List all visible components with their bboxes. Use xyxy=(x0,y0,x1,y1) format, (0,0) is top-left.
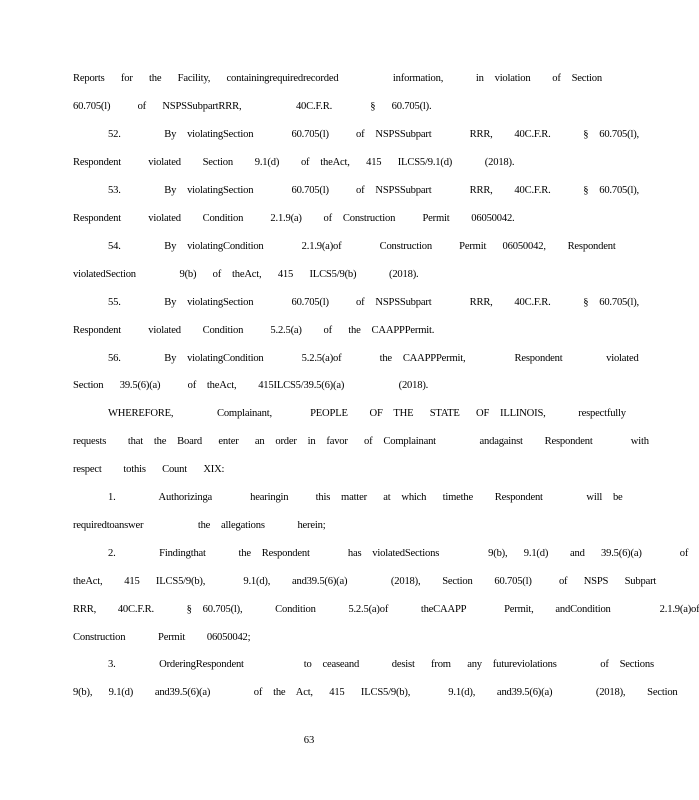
text-line-4: Respondent violated Section 9.1(d) of theAct, 415 ILCS5/9.1(d) (2018). xyxy=(73,157,515,168)
text-line-3: 52. By violatingSection 60.705(l) of NSPSSubpart RRR, 40C.F.R. § 60.705(l), xyxy=(108,129,640,140)
text-line-17: requiredtoanswer the allegations herein; xyxy=(73,520,326,531)
text-line-12: Section 39.5(6)(a) of theAct, 415ILCS5/39.5(6)(a) (2018). xyxy=(73,380,429,391)
text-line-1: Reports for the Facility, containingrequiredrecorded information, in violation of Section xyxy=(73,73,602,84)
text-line-11: 56. By violatingCondition 5.2.5(a)of the CAAPPPermit, Respondent violated xyxy=(108,353,639,364)
text-line-22: 3. OrderingRespondent to ceaseand desist from any futureviolations of Sections xyxy=(108,659,654,670)
text-line-7: 54. By violatingCondition 2.1.9(a)of Construction Permit 06050042, Respondent xyxy=(108,241,616,252)
text-line-6: Respondent violated Condition 2.1.9(a) of Construction Permit 06050042. xyxy=(73,213,515,224)
text-line-9: 55. By violatingSection 60.705(l) of NSPSSubpart RRR, 40C.F.R. § 60.705(l), xyxy=(108,297,640,308)
text-line-10: Respondent violated Condition 5.2.5(a) of the CAAPPPermit. xyxy=(73,325,435,336)
text-line-15: respect tothis Count XIX: xyxy=(73,464,225,475)
page-number: 63 xyxy=(303,735,315,746)
text-line-16: 1. Authorizinga hearingin this matter at which timethe Respondent will be xyxy=(108,492,623,503)
text-line-23: 9(b), 9.1(d) and39.5(6)(a) of the Act, 415 ILCS5/9(b), 9.1(d), and39.5(6)(a) (2018), Section xyxy=(73,687,678,698)
text-line-2: 60.705(l) of NSPSSubpartRRR, 40C.F.R. § 60.705(l). xyxy=(73,101,432,112)
text-line-20: RRR, 40C.F.R. § 60.705(l), Condition 5.2.5(a)of theCAAPP Permit, andCondition 2.1.9(a)of xyxy=(73,604,699,615)
text-line-14: requests that the Board enter an order in favor of Complainant andagainst Respondent with xyxy=(73,436,649,447)
text-line-18: 2. Findingthat the Respondent has violatedSections 9(b), 9.1(d) and 39.5(6)(a) of xyxy=(108,548,689,559)
text-line-21: Construction Permit 06050042; xyxy=(73,632,251,643)
text-line-13: WHEREFORE, Complainant, PEOPLE OF THE STATE OF ILLINOIS, respectfully xyxy=(108,408,626,419)
text-line-8: violatedSection 9(b) of theAct, 415 ILCS5/9(b) (2018). xyxy=(73,269,419,280)
text-line-19: theAct, 415 ILCS5/9(b), 9.1(d), and39.5(6)(a) (2018), Section 60.705(l) of NSPS Subpart xyxy=(73,576,657,587)
text-line-5: 53. By violatingSection 60.705(l) of NSPSSubpart RRR, 40C.F.R. § 60.705(l), xyxy=(108,185,640,196)
